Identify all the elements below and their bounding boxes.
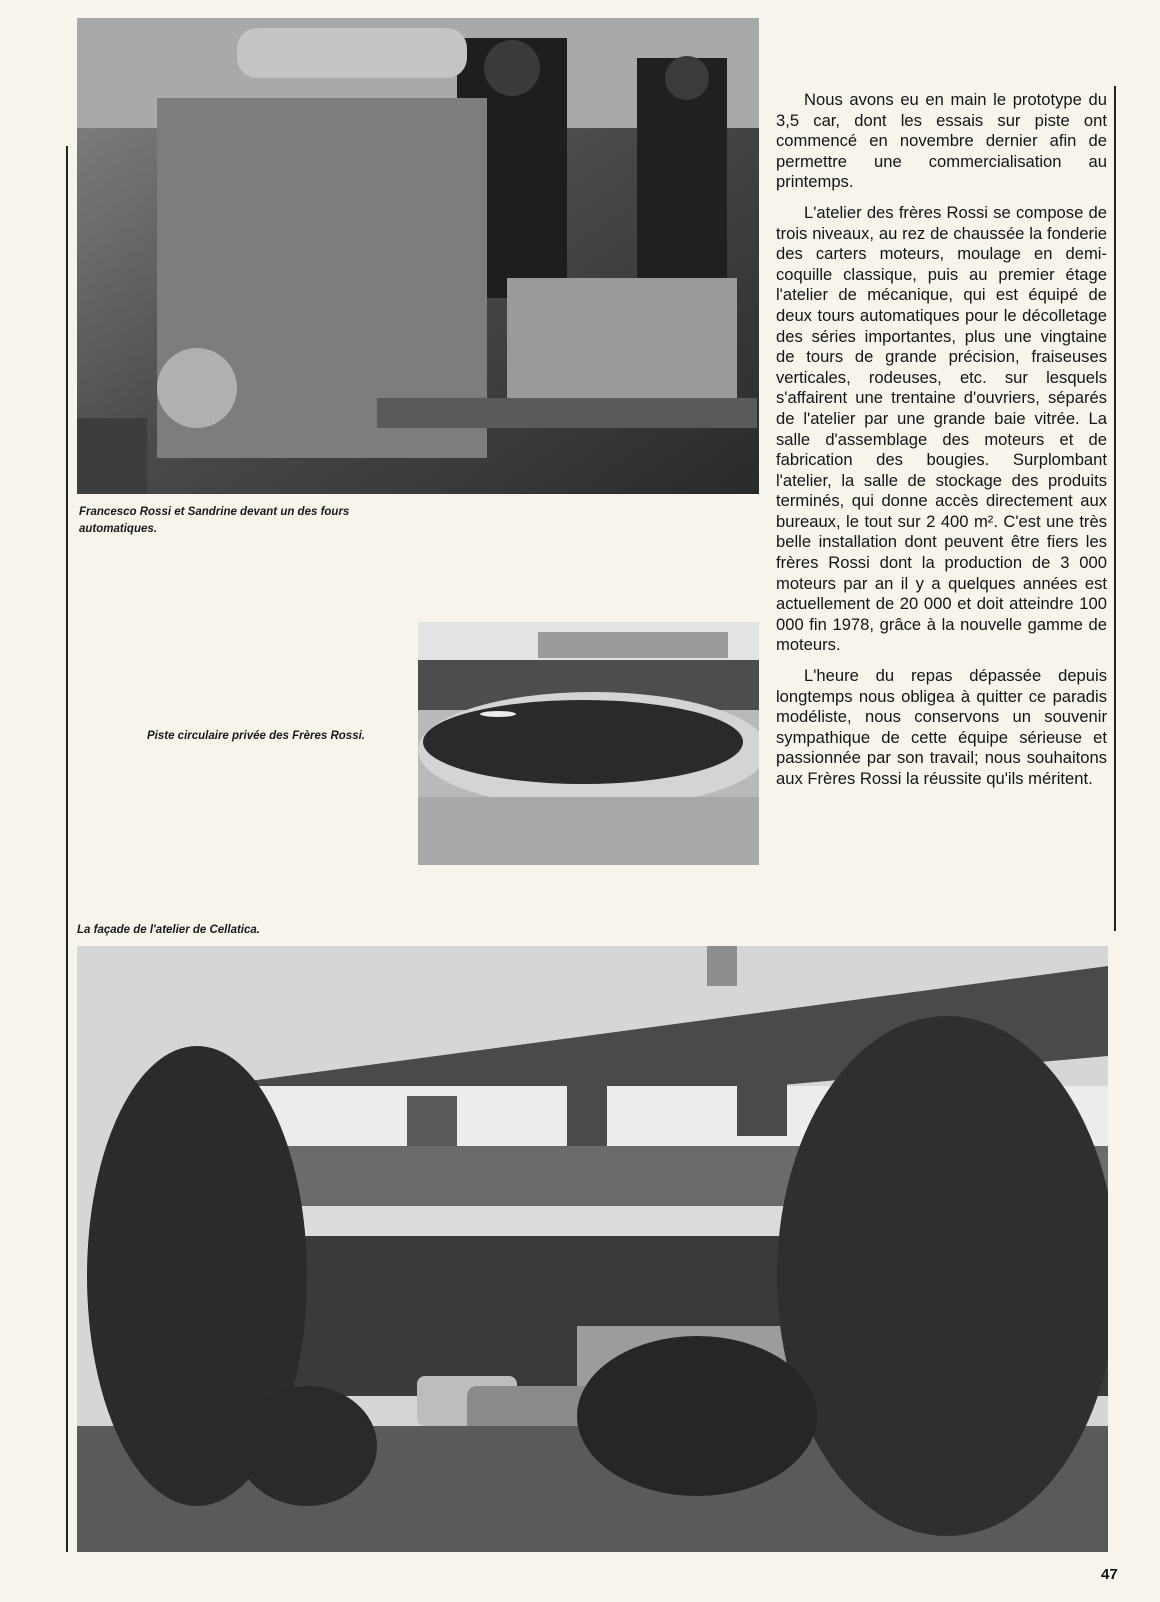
workshop-photo xyxy=(77,18,759,494)
right-margin-rule xyxy=(1114,86,1116,931)
article-text xyxy=(776,90,1107,800)
track-photo xyxy=(418,622,759,865)
left-margin-rule xyxy=(66,146,68,1552)
page-number: 47 xyxy=(1101,1566,1118,1583)
article-paragraph-3: L'heure du repas dépassée depuis longtemps nous obligea à quitter ce paradis modéliste, nous conservons un souvenir sympathique de cette équipe sérieuse et passionnée par son travail; nous souhaitons aux Frères Rossi la réussite qu'ils méritent. xyxy=(776,666,1107,788)
article-paragraph-1: Nous avons eu en main le prototype du 3,5 car, dont les essais sur piste ont commencé en novembre dernier afin de permettre une commercialisation au printemps. xyxy=(776,90,1107,192)
article-paragraph-2: L'atelier des frères Rossi se compose de trois niveaux, au rez de chaussée la fonderie des carters moteurs, moulage en demi-coquille classique, puis au premier étage l'atelier de mécanique, qui est équipé de deux tours automatiques pour le décolletage des séries importantes, plus une vingtaine de tours de grande précision, fraiseuses verticales, rodeuses, etc. sur lesquels s'affairent une trentaine d'ouvriers, séparés de l'atelier par une grande baie vitrée. La salle d'assemblage des moteurs et de fabrication des bougies. Surplombant l'atelier, la salle de stockage des produits terminés, qui donne accès directement aux bureaux, le tout sur 2 400 m². C'est une très belle installation dont peuvent être fiers les frères Rossi dont la production de 3 000 moteurs par an il y a quelques années est actuellement de 20 000 et doit atteindre 100 000 fin 1978, grâce à la nouvelle gamme de moteurs. xyxy=(776,202,1107,655)
workshop-photo-caption: Francesco Rossi et Sandrine devant un des fours automatiques. xyxy=(79,506,350,535)
facade-photo-caption: La façade de l'atelier de Cellatica. xyxy=(77,924,260,936)
track-photo-caption: Piste circulaire privée des Frères Rossi. xyxy=(147,730,365,742)
facade-photo xyxy=(77,946,1108,1552)
